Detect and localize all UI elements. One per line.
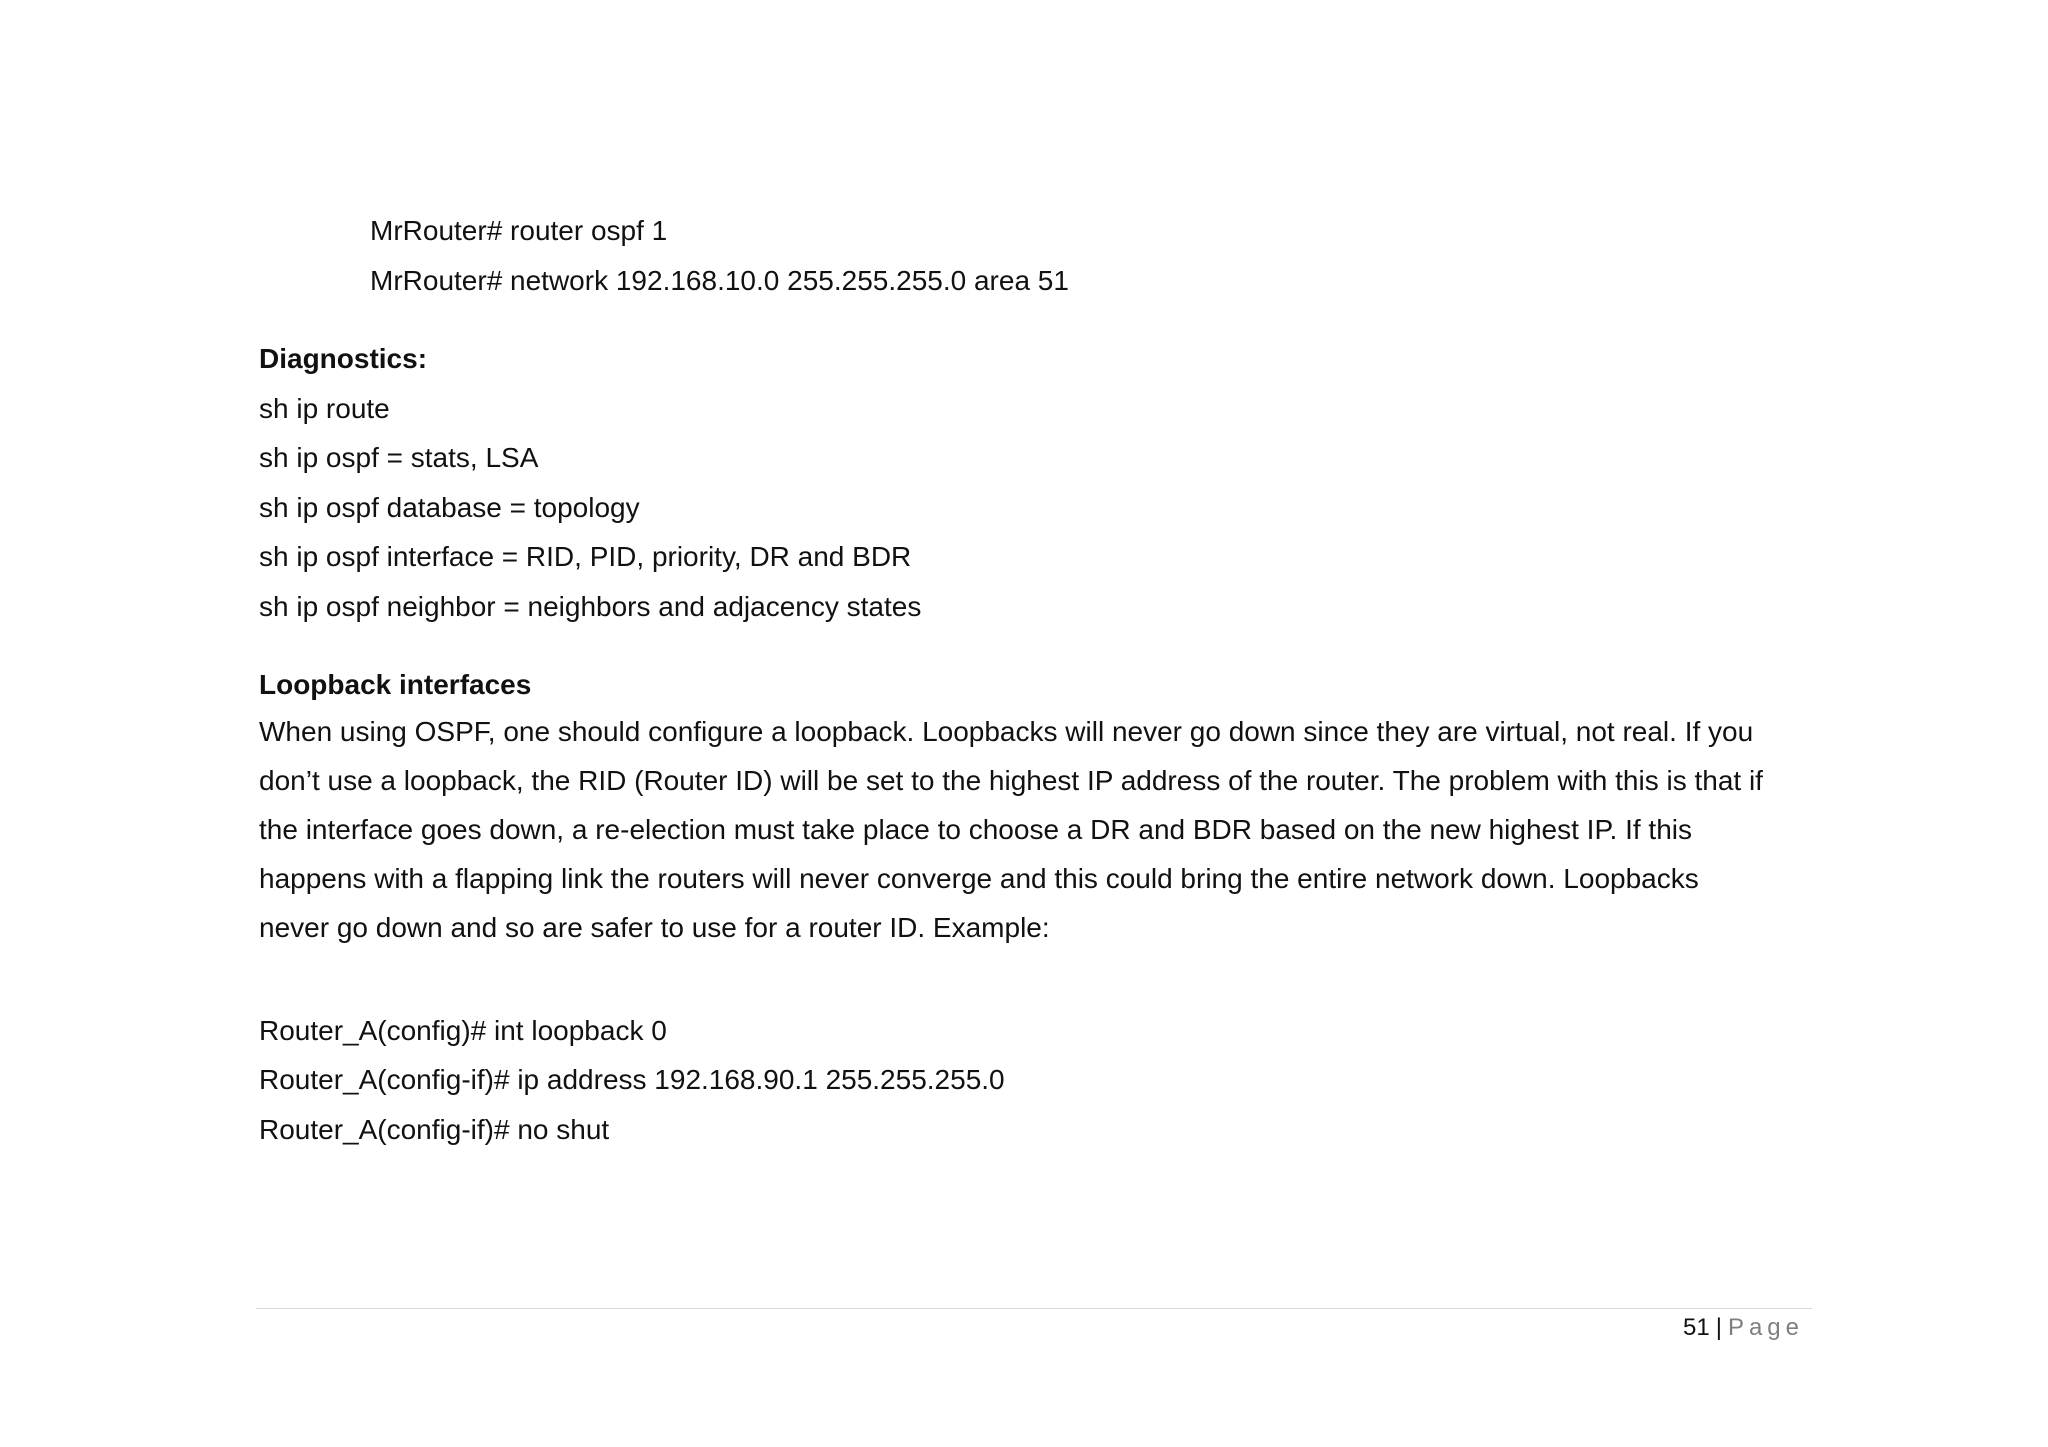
page-label: Page xyxy=(1727,1314,1804,1341)
paragraph-line: never go down and so are safer to use for a router ID. Example: xyxy=(259,912,1050,943)
diagnostics-heading: Diagnostics: xyxy=(259,343,428,374)
example-line: Router_A(config-if)# no shut xyxy=(259,1114,610,1145)
paragraph-line: the interface goes down, a re-election must take place to choose a DR and BDR based on the new highest IP. If this xyxy=(259,814,1692,845)
page-footer xyxy=(1683,1311,1804,1345)
footer-divider xyxy=(256,1308,1812,1309)
loopback-heading: Loopback interfaces xyxy=(259,669,532,700)
diagnostics-line: sh ip route xyxy=(259,393,390,424)
paragraph-line: When using OSPF, one should configure a loopback. Loopbacks will never go down since they are virtual, not real. If you xyxy=(259,716,1754,747)
config-line-router-ospf: MrRouter# router ospf 1 xyxy=(370,215,668,246)
footer-separator: | xyxy=(1715,1314,1722,1341)
paragraph-line: don’t use a loopback, the RID (Router ID) will be set to the highest IP address of the router. The problem with this is that if xyxy=(259,765,1763,796)
example-line: Router_A(config)# int loopback 0 xyxy=(259,1015,667,1046)
config-line-network: MrRouter# network 192.168.10.0 255.255.255.0 area 51 xyxy=(370,265,1069,296)
diagnostics-line: sh ip ospf = stats, LSA xyxy=(259,442,539,473)
example-line: Router_A(config-if)# ip address 192.168.90.1 255.255.255.0 xyxy=(259,1064,1005,1095)
paragraph-line: happens with a flapping link the routers will never converge and this could bring the entire network down. Loopbacks xyxy=(259,863,1699,894)
diagnostics-line: sh ip ospf interface = RID, PID, priority, DR and BDR xyxy=(259,541,912,572)
diagnostics-line: sh ip ospf neighbor = neighbors and adjacency states xyxy=(259,591,922,622)
loopback-paragraph xyxy=(259,707,1819,952)
diagnostics-line: sh ip ospf database = topology xyxy=(259,492,640,523)
page-number: 51 xyxy=(1683,1314,1710,1341)
